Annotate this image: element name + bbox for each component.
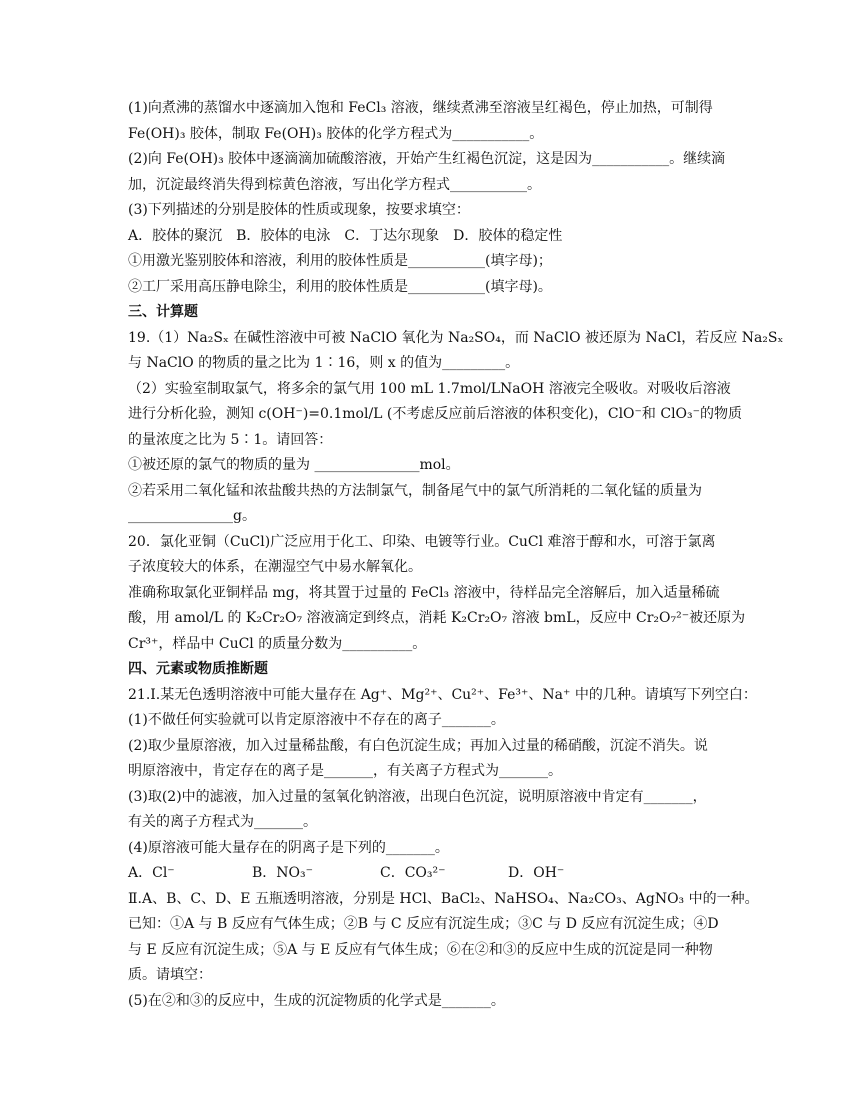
text-line: ②工厂采用高压静电除尘，利用的胶体性质是___________(填字母)。 <box>128 278 552 295</box>
text-line: 的量浓度之比为 5∶1。请回答： <box>128 431 333 448</box>
text-line: 19.（1）Na₂Sₓ 在碱性溶液中可被 NaClO 氧化为 Na₂SO₄，而 NaClO 被还原为 NaCl，若反应 Na₂Sₓ <box>128 329 784 346</box>
text-line: (3)下列描述的分别是胶体的性质或现象，按要求填空： <box>128 202 470 218</box>
text-line: Fe(OH)₃ 胶体，制取 Fe(OH)₃ 胶体的化学方程式为___________。 <box>128 125 544 142</box>
option-d: D．OH⁻ <box>508 865 565 881</box>
text-line: ①用激光鉴别胶体和溶液，利用的胶体性质是___________(填字母)； <box>128 253 552 269</box>
text-line: 子浓度较大的体系，在潮湿空气中易水解氧化。 <box>128 559 422 575</box>
option-c: C．CO₃²⁻ <box>380 865 446 881</box>
text-line: Ⅱ.A、B、C、D、E 五瓶透明溶液，分别是 HCl、BaCl₂、NaHSO₄、Na₂CO₃、AgNO₃ 中的一种。 <box>128 890 759 907</box>
text-line: 有关的离子方程式为_______。 <box>128 814 317 830</box>
document-page <box>128 96 784 1014</box>
text-line: 进行分析化验，测知 c(OH⁻)=0.1mol/L (不考虑反应前后溶液的体积变化)，ClO⁻和 ClO₃⁻的物质 <box>128 406 743 422</box>
option-b: B．NO₃⁻ <box>252 865 314 881</box>
text-line: A．胶体的聚沉 B．胶体的电泳 C．丁达尔现象 D．胶体的稳定性 <box>128 227 563 244</box>
option-a: A．Cl⁻ <box>128 865 175 881</box>
text-line: Cr³⁺，样品中 CuCl 的质量分数为__________。 <box>128 635 427 652</box>
text-line: ②若采用二氧化锰和浓盐酸共热的方法制氯气，制备尾气中的氯气所消耗的二氧化锰的质量为 <box>128 482 702 499</box>
text-line: _______________g。 <box>128 508 256 524</box>
text-line: (2)向 Fe(OH)₃ 胶体中逐滴滴加硫酸溶液，开始产生红褐色沉淀，这是因为___________。继续滴 <box>128 151 726 167</box>
text-line: 加，沉淀最终消失得到棕黄色溶液，写出化学方程式___________。 <box>128 176 541 193</box>
text-line: 酸，用 amol/L 的 K₂Cr₂O₇ 溶液滴定到终点，消耗 K₂Cr₂O₇ 溶液 bmL，反应中 Cr₂O₇²⁻被还原为 <box>128 610 746 626</box>
text-line: 21.Ⅰ.某无色透明溶液中可能大量存在 Ag⁺、Mg²⁺、Cu²⁺、Fe³⁺、Na⁺ 中的几种。请填写下列空白： <box>128 686 757 703</box>
text-line: 准确称取氯化亚铜样品 mg，将其置于过量的 FeCl₃ 溶液中，待样品完全溶解后，加入适量稀硫 <box>128 584 720 601</box>
text-line: ①被还原的氯气的物质的量为 _______________mol。 <box>128 457 460 473</box>
section-heading: 四、元素或物质推断题 <box>128 661 268 677</box>
text-line: 20．氯化亚铜（CuCl)广泛应用于化工、印染、电镀等行业。CuCl 难溶于醇和水，可溶于氯离 <box>128 533 716 550</box>
text-line: (3)取(2)中的滤液，加入过量的氢氧化钠溶液，出现白色沉淀，说明原溶液中肯定有_______， <box>128 788 707 805</box>
text-line: (5)在②和③的反应中，生成的沉淀物质的化学式是_______。 <box>128 992 505 1009</box>
text-line: 明原溶液中，肯定存在的离子是_______，有关离子方程式为_______。 <box>128 763 562 779</box>
section-heading: 三、计算题 <box>128 304 198 320</box>
text-line: (2)取少量原溶液，加入过量稀盐酸，有白色沉淀生成；再加入过量的稀硝酸，沉淀不消失。说 <box>128 737 708 754</box>
text-line: 与 NaClO 的物质的量之比为 1∶16，则 x 的值为_________。 <box>128 355 520 371</box>
anion-options <box>128 861 742 887</box>
text-line: (1)向煮沸的蒸馏水中逐滴加入饱和 FeCl₃ 溶液，继续煮沸至溶液呈红褐色，停止加热，可制得 <box>128 100 713 116</box>
text-line: (4)原溶液可能大量存在的阴离子是下列的_______。 <box>128 839 449 856</box>
text-line: （2）实验室制取氯气，将多余的氯气用 100 mL 1.7mol/LNaOH 溶液完全吸收。对吸收后溶液 <box>128 380 731 397</box>
text-line: 与 E 反应有沉淀生成；⑤A 与 E 反应有气体生成；⑥在②和③的反应中生成的沉淀是同一种物 <box>128 941 713 958</box>
text-line: 已知：①A 与 B 反应有气体生成；②B 与 C 反应有沉淀生成；③C 与 D 反应有沉淀生成；④D <box>128 916 719 932</box>
text-line: (1)不做任何实验就可以肯定原溶液中不存在的离子_______。 <box>128 712 505 728</box>
text-line: 质。请填空： <box>128 967 212 983</box>
